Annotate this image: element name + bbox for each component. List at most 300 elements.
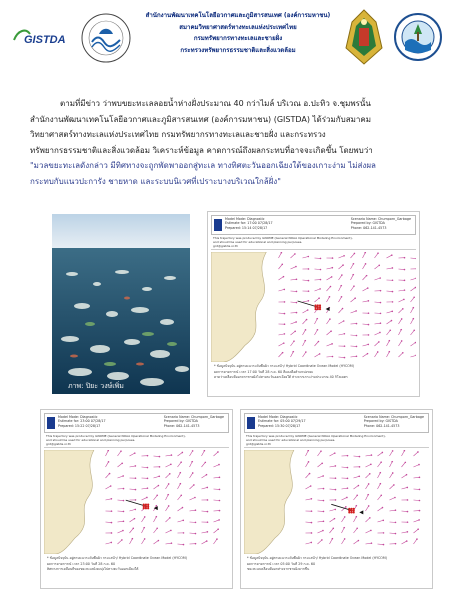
prepared-by-label: Prepared by: GISTDA xyxy=(163,419,198,424)
current-vector-head xyxy=(382,507,384,509)
current-vector-head xyxy=(320,450,322,452)
current-vector-head xyxy=(402,308,404,310)
panel-header xyxy=(211,215,416,235)
current-vector-head xyxy=(355,310,357,312)
debris-particle xyxy=(315,308,317,310)
current-vector-head xyxy=(295,266,297,268)
panel-disclaimer: This trajectory was produced by GNOME (General NOAA Operational Modeling Environment), and should be used for educational and planning purposes. gnt@gistda.or.th xyxy=(211,236,416,250)
current-vector-head xyxy=(284,323,286,325)
trajectory-map-svg xyxy=(211,252,416,362)
current-vector-head xyxy=(123,511,125,513)
ministry-emblem xyxy=(342,8,386,66)
current-vector-head xyxy=(217,451,219,453)
current-vector-head xyxy=(356,323,358,325)
panel-caption: * ข้อมูลปัจจุบัน อยู่ตามแนวระดับพื้นผิว กระแสน้ำ/ Hybrid Coordinate Ocean Model (HYCOM) ผลการคาดการณ์ เวลา 23:00 วันที่ 28 ก.ค. 60 ทิศทางการเคลื่อนที่ของขยะทะเลยังคงมุ่งไปทางตะวันออกเฉียงใต้ xyxy=(47,556,187,572)
current-vector-head xyxy=(400,329,402,331)
current-vector-head xyxy=(311,498,313,500)
current-vector-head xyxy=(123,488,125,490)
current-vector-head xyxy=(111,510,113,512)
current-vector-head xyxy=(413,318,415,320)
paragraph-line: สำนักงานพัฒนาเทคโนโลยีอวกาศและภูมิสารสนเทศ (องค์การมหาชน) (GISTDA) ได้ร่วมกับสมาคม xyxy=(30,114,371,124)
current-vector-head xyxy=(342,264,344,266)
current-vector-head xyxy=(389,330,391,332)
current-vector-head xyxy=(319,288,321,290)
current-vector-head xyxy=(369,473,371,475)
current-vector-head xyxy=(180,472,182,474)
current-vector-head xyxy=(344,333,346,335)
current-vector-head xyxy=(330,330,332,332)
current-vector-head xyxy=(320,279,322,281)
current-vector-head xyxy=(356,356,358,358)
current-vector-head xyxy=(380,472,382,474)
current-vector-head xyxy=(158,485,160,487)
current-vector-head xyxy=(308,290,310,292)
marine-debris-photo xyxy=(52,214,190,394)
current-vector-head xyxy=(378,341,380,343)
current-vector-head xyxy=(147,487,149,489)
current-vector-head xyxy=(329,318,331,320)
current-vector-head xyxy=(380,302,382,304)
phone-label: Phone: 062-141-4573 xyxy=(363,423,400,428)
current-vector-head xyxy=(368,324,370,326)
current-vector-head xyxy=(205,462,207,464)
current-vector-head xyxy=(332,356,334,358)
current-vector-head xyxy=(180,461,182,463)
current-vector-head xyxy=(296,312,298,314)
current-vector-head xyxy=(311,510,313,512)
current-vector-head xyxy=(332,267,334,269)
estimate-label: Estimate for: 23:00 07/28/17 xyxy=(58,419,106,424)
quote-line: กระทบกับแนวปะการัง ชายหาด และระบบนิเวศที่เปราะบางบริเวณใกล้ฝั่ง" xyxy=(30,176,281,186)
current-vector-head xyxy=(380,322,382,324)
current-vector-head xyxy=(156,516,158,518)
current-vector-head xyxy=(343,255,345,257)
header-line-agency: สำนักงานพัฒนาเทคโนโลยีอวกาศและภูมิสารสนเทศ (องค์การมหาชน) xyxy=(145,12,331,19)
panel-disclaimer: This trajectory was produced by GNOME (General NOAA Operational Modeling Environment), and should be used for educational and planning purposes. gnt@gistda.or.th xyxy=(244,434,429,448)
current-vector-head xyxy=(308,300,310,302)
current-vector-head xyxy=(156,494,158,496)
current-vector-head xyxy=(367,287,369,289)
debris-particle xyxy=(145,507,147,509)
current-vector-head xyxy=(311,522,313,524)
current-vector-head xyxy=(284,333,286,335)
marine-science-association-logo xyxy=(80,12,132,64)
current-vector-head xyxy=(377,351,379,353)
current-vector-head xyxy=(371,454,373,456)
current-vector-head xyxy=(368,505,370,507)
current-vector-head xyxy=(353,263,355,265)
current-vector-head xyxy=(293,340,295,342)
current-vector-head xyxy=(308,280,310,282)
current-vector-head xyxy=(404,280,406,282)
current-vector-head xyxy=(407,531,409,533)
current-vector-head xyxy=(308,461,310,463)
current-vector-head xyxy=(340,285,342,287)
current-vector-head xyxy=(281,264,283,266)
gistda-logo-text: GISTDA xyxy=(24,34,66,46)
current-vector-head xyxy=(392,291,394,293)
current-vector-head xyxy=(219,500,221,502)
current-vector-head xyxy=(158,475,160,477)
current-vector-head xyxy=(310,485,312,487)
current-vector-head xyxy=(404,269,406,271)
current-vector-head xyxy=(321,462,323,464)
current-vector-head xyxy=(345,506,347,508)
current-vector-head xyxy=(401,340,403,342)
current-vector-head xyxy=(401,318,403,320)
paragraph-line: ตามที่มีข่าว ว่าพบขยะทะเลลอยน้ำห่างฝั่งประมาณ 40 กว่าไมล์ บริเวณ อ.ปะทิว จ.ชุมพรนั้น xyxy=(60,99,371,108)
current-vector-head xyxy=(379,332,381,334)
scenario-name-label: Scenario Name: Chumporn_Garbage xyxy=(363,415,424,419)
current-vector-head xyxy=(389,340,391,342)
current-vector-head xyxy=(311,532,313,534)
current-vector-head xyxy=(419,510,421,512)
current-vector-head xyxy=(135,499,137,501)
current-vector-head xyxy=(368,300,370,302)
current-vector-head xyxy=(283,276,285,278)
header-line-ministry: กระทรวงทรัพยากรธรรมชาติและสิ่งแวดล้อม xyxy=(180,46,296,54)
current-vector-head xyxy=(305,329,307,331)
noaa-logo-icon xyxy=(214,219,222,231)
panel-header xyxy=(244,413,429,433)
header-line-department: กรมทรัพยากรทางทะเลและชายฝั่ง xyxy=(193,35,283,42)
current-vector-head xyxy=(359,456,361,458)
model-mode-label: Model Mode: Diagnostic xyxy=(258,415,298,419)
current-vector-head xyxy=(143,527,145,529)
current-vector-head xyxy=(417,528,419,530)
current-vector-head xyxy=(335,489,337,491)
current-vector-head xyxy=(323,500,325,502)
current-vector-head xyxy=(407,521,409,523)
current-vector-head xyxy=(342,308,344,310)
current-vector-head xyxy=(417,451,419,453)
current-vector-head xyxy=(320,258,322,260)
current-vector-head xyxy=(281,252,283,254)
current-vector-head xyxy=(395,522,397,524)
current-vector-head xyxy=(356,346,358,348)
panel-header xyxy=(44,413,229,433)
debris-particle xyxy=(348,511,350,513)
current-vector-head xyxy=(379,277,381,279)
forecast-map-panel xyxy=(240,409,433,589)
current-vector-head xyxy=(377,252,379,254)
current-vector-head xyxy=(406,474,408,476)
current-vector-head xyxy=(156,505,158,507)
current-vector-head xyxy=(321,539,323,541)
current-vector-head xyxy=(347,487,349,489)
current-vector-head xyxy=(392,301,394,303)
current-vector-head xyxy=(109,473,111,475)
current-vector-head xyxy=(316,318,318,320)
current-vector-head xyxy=(380,495,382,497)
current-vector-head xyxy=(368,483,370,485)
current-vector-head xyxy=(367,353,369,355)
forecast-map-panel xyxy=(207,211,420,397)
current-vector-head xyxy=(347,455,349,457)
current-vector-head xyxy=(320,269,322,271)
current-vector-head xyxy=(135,489,137,491)
current-vector-head xyxy=(183,532,185,534)
current-vector-head xyxy=(319,353,321,355)
current-vector-head xyxy=(367,494,369,496)
trajectory-map xyxy=(211,252,416,362)
prepared-time-label: Prepared: 15:30 07/28/17 xyxy=(258,423,301,428)
current-vector-head xyxy=(413,296,415,298)
current-vector-head xyxy=(218,464,220,466)
current-vector-head xyxy=(134,509,136,511)
header-titles xyxy=(138,10,338,56)
current-vector-head xyxy=(122,475,124,477)
current-vector-head xyxy=(418,519,420,521)
current-vector-head xyxy=(168,483,170,485)
current-vector-head xyxy=(323,520,325,522)
current-vector-head xyxy=(356,516,358,518)
current-vector-head xyxy=(206,474,208,476)
current-vector-head xyxy=(206,487,208,489)
current-vector-head xyxy=(111,542,113,544)
paragraph-line: วิทยาศาสตร์ทางทะเลแห่งประเทศไทย กรมทรัพยากรทางทะเลและชายฝั่ง และกระทรวง xyxy=(30,130,326,139)
current-vector-head xyxy=(406,487,408,489)
debris-particle xyxy=(143,507,145,509)
current-vector-head xyxy=(158,540,160,542)
current-vector-head xyxy=(402,352,404,354)
current-vector-head xyxy=(170,464,172,466)
current-vector-head xyxy=(382,520,384,522)
current-vector-head xyxy=(332,257,334,259)
trajectory-map xyxy=(244,450,429,554)
document-header xyxy=(0,0,467,75)
current-vector-head xyxy=(192,472,194,474)
current-vector-head xyxy=(335,477,337,479)
debris-particle xyxy=(350,511,352,513)
current-vector-head xyxy=(144,516,146,518)
current-vector-head xyxy=(194,497,196,499)
current-vector-head xyxy=(147,478,149,480)
current-vector-head xyxy=(334,452,336,454)
estimate-label: Estimate for: 05:00 07/29/17 xyxy=(258,419,306,424)
current-vector-head xyxy=(383,532,385,534)
current-vector-head xyxy=(365,263,367,265)
current-vector-head xyxy=(123,520,125,522)
current-vector-head xyxy=(146,497,148,499)
current-vector-head xyxy=(110,485,112,487)
current-vector-head xyxy=(344,357,346,359)
current-vector-head xyxy=(382,452,384,454)
current-vector-head xyxy=(391,311,393,313)
current-vector-head xyxy=(207,511,209,513)
current-vector-head xyxy=(284,313,286,315)
current-vector-head xyxy=(358,540,360,542)
current-vector-head xyxy=(335,465,337,467)
debris-particle xyxy=(353,511,355,513)
current-vector-head xyxy=(317,329,319,331)
current-vector-head xyxy=(144,538,146,540)
current-vector-head xyxy=(392,279,394,281)
current-vector-head xyxy=(195,543,197,545)
current-vector-head xyxy=(392,472,394,474)
current-vector-head xyxy=(407,499,409,501)
current-vector-head xyxy=(413,307,415,309)
current-vector-head xyxy=(135,465,137,467)
prepared-time-label: Prepared: 15:22 07/28/17 xyxy=(58,423,101,428)
current-vector-head xyxy=(395,509,397,511)
current-vector-head xyxy=(180,495,182,497)
current-vector-head xyxy=(204,450,206,452)
current-vector-head xyxy=(218,519,220,521)
current-vector-head xyxy=(134,518,136,520)
current-vector-head xyxy=(405,462,407,464)
current-vector-head xyxy=(334,509,336,511)
phone-label: Phone: 062-141-4573 xyxy=(163,423,200,428)
panel-disclaimer: This trajectory was produced by GNOME (General NOAA Operational Modeling Environment), and should be used for educational and planning purposes. gnt@gistda.or.th xyxy=(44,434,229,448)
phone-label: Phone: 062-141-4573 xyxy=(350,225,387,230)
current-vector-head xyxy=(343,320,345,322)
current-vector-head xyxy=(346,497,348,499)
article-text xyxy=(30,96,440,189)
current-vector-head xyxy=(347,478,349,480)
current-vector-head xyxy=(217,528,219,530)
current-vector-head xyxy=(296,291,298,293)
current-vector-head xyxy=(354,297,356,299)
current-vector-head xyxy=(323,488,325,490)
current-vector-head xyxy=(193,484,195,486)
current-vector-head xyxy=(341,274,343,276)
current-vector-head xyxy=(344,538,346,540)
current-vector-head xyxy=(356,527,358,529)
current-vector-head xyxy=(323,511,325,513)
current-vector-head xyxy=(403,299,405,301)
current-vector-head xyxy=(332,528,334,530)
current-vector-head xyxy=(219,489,221,491)
current-vector-head xyxy=(353,285,355,287)
model-mode-label: Model Mode: Diagnostic xyxy=(58,415,98,419)
current-vector-head xyxy=(380,461,382,463)
current-vector-head xyxy=(296,278,298,280)
current-vector-head xyxy=(329,296,331,298)
current-vector-head xyxy=(308,268,310,270)
current-vector-head xyxy=(391,461,393,463)
current-vector-head xyxy=(191,461,193,463)
current-vector-head xyxy=(378,265,380,267)
current-vector-head xyxy=(380,313,382,315)
current-vector-head xyxy=(335,499,337,501)
current-vector-head xyxy=(347,467,349,469)
current-vector-head xyxy=(311,542,313,544)
current-vector-head xyxy=(219,510,221,512)
current-vector-head xyxy=(170,530,172,532)
current-vector-head xyxy=(307,309,309,311)
current-vector-head xyxy=(156,527,158,529)
current-vector-head xyxy=(344,345,346,347)
current-vector-head xyxy=(206,540,208,542)
current-vector-head xyxy=(367,344,369,346)
current-vector-head xyxy=(283,342,285,344)
current-vector-head xyxy=(383,544,385,546)
model-mode-label: Model Mode: Diagnostic xyxy=(225,217,265,221)
current-vector-head xyxy=(167,494,169,496)
current-vector-head xyxy=(343,527,345,529)
current-vector-head xyxy=(182,452,184,454)
quote-line: "มวลขยะทะเลดังกล่าว มีทิศทางจะถูกพัดพาออกสู่ทะเล ทางทิศตะวันออกเฉียงใต้ของเกาะง่าม ไม่ส่งผล xyxy=(30,161,376,170)
current-vector-head xyxy=(122,530,124,532)
current-vector-head xyxy=(284,301,286,303)
current-vector-head xyxy=(391,254,393,256)
trajectory-map-svg xyxy=(44,450,229,554)
current-vector-head xyxy=(393,484,395,486)
current-vector-head xyxy=(404,289,406,291)
current-vector-head xyxy=(120,450,122,452)
current-vector-head xyxy=(356,494,358,496)
panel-caption: * ข้อมูลปัจจุบัน อยู่ตามแนวระดับพื้นผิว กระแสน้ำ/ Hybrid Coordinate Ocean Model (HYCOM) ผลการคาดการณ์ เวลา 05:00 วันที่ 29 ก.ค. 60 ขยะทะเลเคลื่อนที่ออกห่างจากชายฝั่งมากขึ้น xyxy=(247,556,387,572)
current-vector-head xyxy=(182,507,184,509)
debris-particle xyxy=(147,507,149,509)
current-vector-head xyxy=(392,450,394,452)
trajectory-map xyxy=(44,450,229,554)
current-vector-head xyxy=(416,538,418,540)
current-vector-head xyxy=(171,542,173,544)
current-vector-head xyxy=(171,454,173,456)
current-vector-head xyxy=(419,500,421,502)
current-vector-head xyxy=(359,466,361,468)
prepared-by-label: Prepared by: GISTDA xyxy=(363,419,398,424)
current-vector-head xyxy=(356,505,358,507)
current-vector-head xyxy=(419,489,421,491)
scenario-name-label: Scenario Name: Chumporn_Garbage xyxy=(163,415,224,419)
current-vector-head xyxy=(295,321,297,323)
current-vector-head xyxy=(356,335,358,337)
current-vector-head xyxy=(369,517,371,519)
debris-particle xyxy=(319,308,321,310)
trajectory-map-svg xyxy=(244,450,429,554)
current-vector-head xyxy=(292,351,294,353)
current-vector-head xyxy=(132,528,134,530)
current-vector-head xyxy=(331,343,333,345)
current-vector-head xyxy=(322,475,324,477)
current-vector-head xyxy=(309,473,311,475)
current-vector-head xyxy=(419,477,421,479)
forecast-map-panel xyxy=(40,409,233,589)
current-vector-head xyxy=(366,275,368,277)
current-vector-head xyxy=(395,543,397,545)
current-vector-head xyxy=(111,532,113,534)
current-vector-head xyxy=(147,455,149,457)
current-vector-head xyxy=(322,530,324,532)
current-vector-head xyxy=(306,319,308,321)
current-vector-head xyxy=(180,483,182,485)
current-vector-head xyxy=(330,286,332,288)
current-vector-head xyxy=(169,473,171,475)
current-vector-head xyxy=(391,320,393,322)
current-vector-head xyxy=(318,341,320,343)
current-vector-head xyxy=(380,483,382,485)
current-vector-head xyxy=(394,497,396,499)
current-vector-head xyxy=(111,498,113,500)
current-vector-head xyxy=(159,456,161,458)
current-vector-head xyxy=(332,538,334,540)
current-vector-head xyxy=(182,520,184,522)
current-vector-head xyxy=(192,450,194,452)
current-vector-head xyxy=(207,521,209,523)
current-vector-head xyxy=(368,334,370,336)
current-vector-head xyxy=(368,312,370,314)
scenario-name-label: Scenario Name: Chumporn_Garbage xyxy=(350,217,411,221)
current-vector-head xyxy=(418,464,420,466)
noaa-logo-icon xyxy=(47,417,55,429)
paragraph-line: ทรัพยากรธรรมชาติและสิ่งแวดล้อม วิเคราะห์ข้อมูล คาดการณ์ถึงผลกระทบที่อาจจะเกิดขึ้น โดยพบว่า xyxy=(30,145,373,155)
noaa-logo-icon xyxy=(247,417,255,429)
current-vector-head xyxy=(344,516,346,518)
estimate-label: Estimate for: 17:00 07/28/17 xyxy=(225,221,273,226)
